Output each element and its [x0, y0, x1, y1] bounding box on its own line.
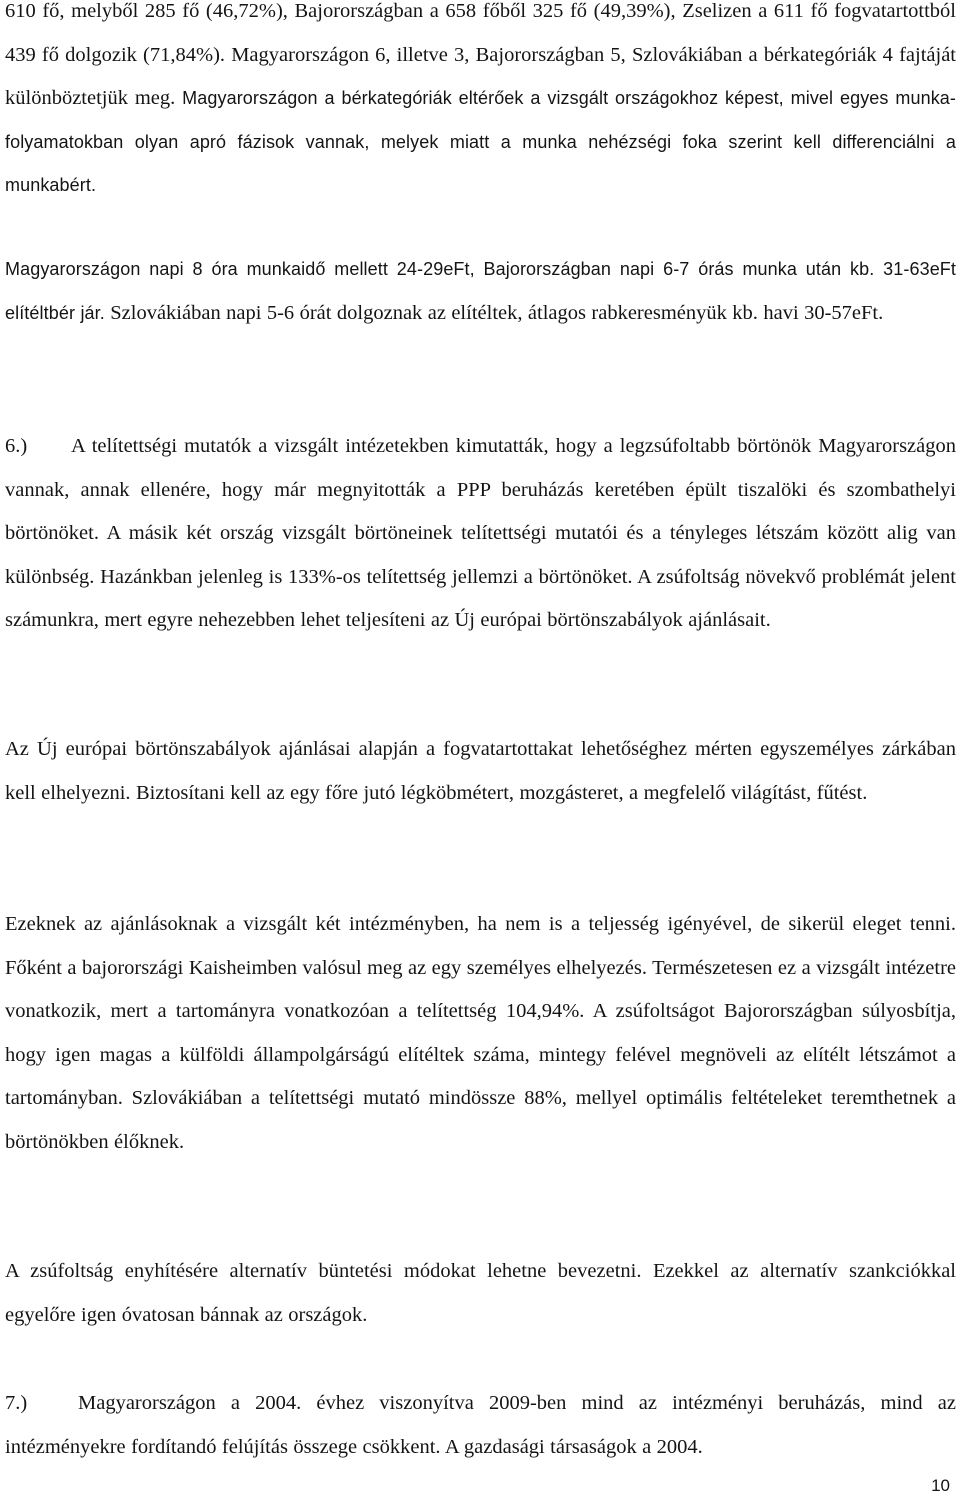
paragraph-working-hours-text-serif: Szlovákiában napi 5-6 órát dolgoznak az elítéltek, átlagos rabkeresményük kb. havi 30-57eFt.: [110, 301, 884, 324]
paragraph-wage-categories: [5, 0, 956, 208]
section-number-6: 6.): [5, 435, 28, 457]
paragraph-recommendations-text: Ezeknek az ajánlásoknak a vizsgált két intézményben, ha nem is a teljesség igényével, de sikerül eleget tenni. Főként a bajorországi Kaisheimben valósul meg az egy személyes elhelyezés. Természetesen ez a vizsgált intézetre vonatkozik, mert a tartományra vonatkozóan a telítettség 104,94%. A zsúfoltságot Bajorországban súlyosbítja, hogy igen magas a külföldi állampolgárságú elítéltek száma, mintegy felével megnöveli az elítélt létszámot a tartományban. Szlovákiában a telítettségi mutató mindössze 88%, mellyel optimális feltételeket teremthetnek a börtönökben élőknek.: [5, 913, 956, 1153]
paragraph-european-prison-rules-text: Az Új európai börtönszabályok ajánlásai alapján a fogvatartottakat lehetőséghez mérten egyszemélyes zárkában kell elhelyezni. Biztosítani kell az egy főre jutó légköbmétert, mozgásteret, a megfelelő világítást, fűtést.: [5, 738, 956, 804]
section-number-7: 7.): [5, 1392, 28, 1414]
paragraph-working-hours: [5, 248, 956, 335]
page-number: 10: [931, 1476, 950, 1495]
paragraph-working-hours-text-sans: Magyarországon napi 8 óra munkaidő mellett 24-29eFt, Bajorországban napi 6-7 órás munka után kb. 31-63eFt elítéltbér jár.: [5, 259, 956, 323]
paragraph-saturation-indicators: [5, 425, 956, 643]
paragraph-wage-categories-text-sans: Magyarországon a bérkategóriák eltérőek a vizsgált országokhoz képest, mivel egyes munka-folyamatokban olyan apró fázisok vannak, melyek miatt a munka nehézségi foka szerint kell differenciálni a munkabért.: [5, 88, 956, 196]
paragraph-recommendations: [5, 903, 956, 1165]
paragraph-saturation-indicators-text: A telítettségi mutatók a vizsgált intézetekben kimutatták, hogy a legzsúfoltabb börtönök Magyarországon vannak, annak ellenére, hogy már megnyitották a PPP beruházás keretében épült tiszalöki és szombathelyi börtönöket. A másik két ország vizsgált börtöneinek telítettségi mutatói és a tényleges létszám között alig van különbség. Hazánkban jelenleg is 133%-os telítettség jellemzi a börtönöket. A zsúfoltság növekvő problémát jelent számunkra, mert egyre nehezebben lehet teljesíteni az Új európai börtönszabályok ajánlásait.: [5, 435, 956, 632]
paragraph-alternative-sanctions-text: A zsúfoltság enyhítésére alternatív büntetési módokat lehetne bevezetni. Ezekkel az alternatív szankciókkal egyelőre igen óvatosan bánnak az országok.: [5, 1260, 956, 1326]
paragraph-alternative-sanctions: [5, 1250, 956, 1337]
paragraph-european-prison-rules: [5, 728, 956, 815]
paragraph-investments-text: Magyarországon a 2004. évhez viszonyítva 2009-ben mind az intézményi beruházás, mind az intézményekre fordítandó felújítás összege csökkent. A gazdasági társaságok a 2004.: [5, 1392, 956, 1458]
paragraph-wage-categories-text-serif: 610 fő, melyből 285 fő (46,72%), Bajorországban a 658 főből 325 fő (49,39%), Zselizen a 611 fő fogvatartottból 439 fő dolgozik (71,84%). Magyarországon 6, illetve 3, Bajorországban 5, Szlovákiában a bérkategóriák 4 fajtáját különböztetjük meg.: [5, 0, 956, 110]
paragraph-investments: [5, 1382, 956, 1469]
